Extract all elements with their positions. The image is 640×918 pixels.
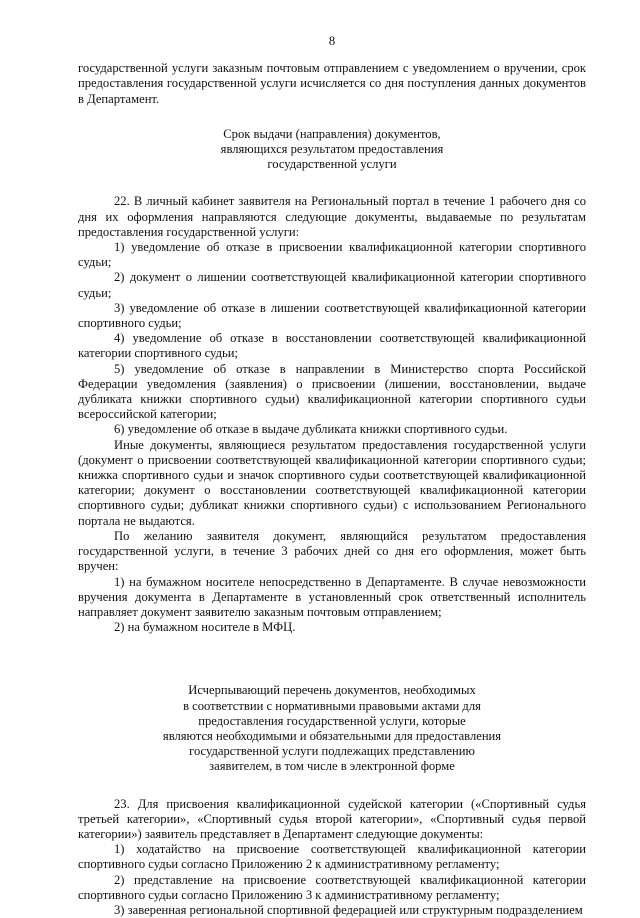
list-item: 6) уведомление об отказе в выдаче дубликата книжки спортивного судьи. [114, 422, 508, 437]
list-item: 2) на бумажном носителе в МФЦ. [114, 620, 296, 635]
paragraph: Иные документы, являющиеся результатом предоставления государственной услуги (документ о присвоении соответствующей квалификационной категории спортивного судьи; книжка спортивного судьи и значок спортивного судьи соответствующей квалификационной категории; документ о восстановлении соответствующей квалификационной категории спортивного судьи; дубликат книжки спортивного судьи) с использованием Регионального портала не выдаются. [78, 437, 586, 528]
section-heading-deadline [78, 127, 586, 173]
heading-line: государственной услуги [267, 157, 397, 172]
paragraph: По желанию заявителя документ, являющийся результатом предоставления государственной услуги, в течение 3 рабочих дней со дня его оформления, может быть вручен: [78, 528, 586, 574]
spacer [78, 775, 586, 797]
list-item: 2) документ о лишении соответствующей квалификационной категории спортивного судьи; [78, 270, 586, 300]
heading-line: государственной услуги подлежащих представлению [189, 744, 475, 759]
page-number: 8 [328, 34, 336, 48]
list-item: 1) уведомление об отказе в присвоении квалификационной категории спортивного судьи; [78, 240, 586, 270]
list-item: 5) уведомление об отказе в направлении в Министерство спорта Российской Федерации уведомления (заявления) о присвоении (лишении, восстановлении, выдаче дубликата книжки спортивного судьи) квалификационной категории спортивного судьи всероссийской категории; [78, 361, 586, 422]
heading-line: Срок выдачи (направления) документов, [223, 126, 441, 141]
heading-line: предоставления государственной услуги, которые [198, 713, 466, 728]
section-22 [78, 194, 586, 635]
intro-paragraph: государственной услуги заказным почтовым отправлением с уведомлением о вручении, срок предоставления государственной услуги исчисляется со дня поступления данных документов в Департамент. [78, 61, 586, 106]
list-item: 2) представление на присвоение соответствующей квалификационной категории спортивного судьи согласно Приложению 3 к административному регламенту; [78, 872, 586, 902]
document-page [78, 34, 586, 918]
heading-line: являются необходимыми и обязательными для предоставления [162, 728, 502, 743]
section-23 [78, 797, 586, 918]
spacer [78, 172, 586, 194]
list-item: 4) уведомление об отказе в восстановлении соответствующей квалификационной категории спортивного судьи; [78, 331, 586, 361]
heading-line: в соответствии с нормативными правовыми актами для [183, 698, 481, 713]
paragraph: 23. Для присвоения квалификационной судейской категории («Спортивный судья третьей категории», «Спортивный судья второй категории», «Спортивный судья первой категории») заявитель представляет в Департамент следующие документы: [78, 796, 586, 841]
heading-line: являющихся результатом предоставления [220, 142, 444, 157]
spacer [78, 635, 586, 683]
spacer [78, 107, 586, 127]
list-item: 3) заверенная региональной спортивной федерацией или структурным подразделением [114, 902, 583, 917]
list-item: 3) уведомление об отказе в лишении соответствующей квалификационной категории спортивного судьи; [78, 300, 586, 331]
paragraph: 22. В личный кабинет заявителя на Региональный портал в течение 1 рабочего дня со дня их оформления направляются следующие документы, выдаваемые по результатам предоставления государственной услуги: [78, 194, 586, 239]
list-item: 1) ходатайство на присвоение соответствующей квалификационной категории спортивного судьи согласно Приложению 2 к административному регламенту; [78, 842, 586, 872]
heading-line: Исчерпывающий перечень документов, необходимых [188, 683, 476, 698]
list-item: 1) на бумажном носителе непосредственно в Департаменте. В случае невозможности вручения документа в Департаменте в установленный срок ответственный исполнитель направляет документ заявителю заказным почтовым отправлением; [78, 574, 586, 619]
heading-line: заявителем, в том числе в электронной форме [209, 759, 455, 774]
section-heading-documents [78, 683, 586, 774]
